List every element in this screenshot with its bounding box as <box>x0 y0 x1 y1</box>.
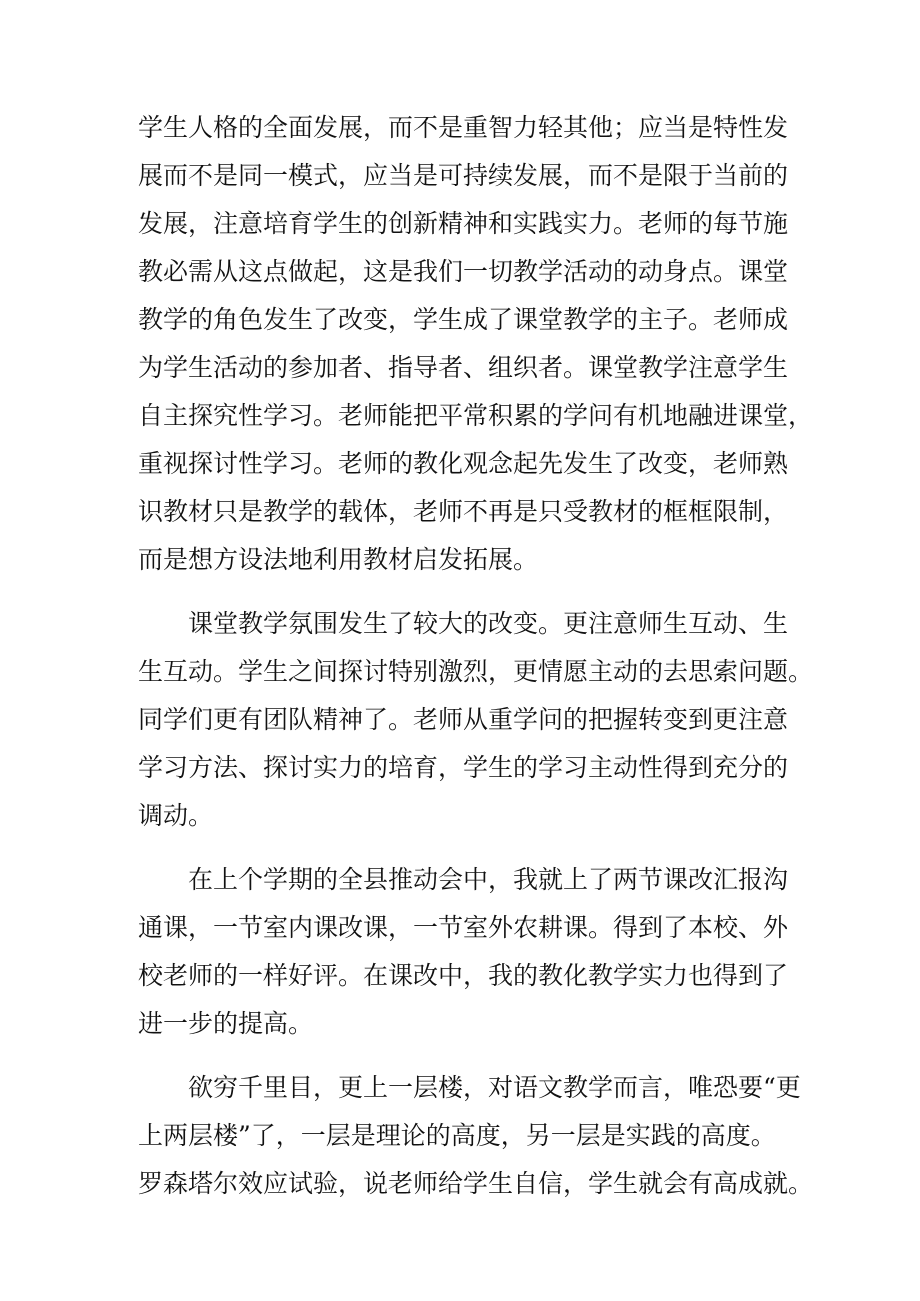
text-line: 为学生活动的参加者、指导者、组织者。课堂教学注意学生 <box>138 353 789 382</box>
text-line: 重视探讨性学习。老师的教化观念起先发生了改变，老师熟 <box>138 449 789 478</box>
text-line: 识教材只是教学的载体，老师不再是只受教材的框框限制， <box>138 497 789 526</box>
paragraph-1 <box>138 104 814 584</box>
paragraph-4 <box>138 1064 814 1208</box>
text-line: 同学们更有团队精神了。老师从重学问的把握转变到更注意 <box>138 705 789 734</box>
text-line: 展而不是同一模式，应当是可持续发展，而不是限于当前的 <box>138 161 789 190</box>
paragraph-spacer <box>138 1048 798 1064</box>
paragraph-spacer <box>138 584 798 600</box>
text-line: 进一步的提高。 <box>138 1009 314 1038</box>
text-line: 欲穷千里目，更上一层楼，对语文教学而言，唯恐要“更 <box>188 1073 801 1102</box>
text-line: 通课，一节室内课改课，一节室外农耕课。得到了本校、外 <box>138 913 789 942</box>
text-line: 罗森塔尔效应试验，说老师给学生自信，学生就会有高成就。 <box>138 1169 814 1198</box>
paragraph-spacer <box>138 840 798 856</box>
text-line: 课堂教学氛围发生了较大的改变。更注意师生互动、生 <box>188 609 789 638</box>
text-line: 学生人格的全面发展，而不是重智力轻其他；应当是特性发 <box>138 113 789 142</box>
text-line: 在上个学期的全县推动会中，我就上了两节课改汇报沟 <box>188 865 789 894</box>
text-line: 发展，注意培育学生的创新精神和实践实力。老师的每节施 <box>138 209 789 238</box>
paragraph-3 <box>138 856 798 1048</box>
text-line: 自主探究性学习。老师能把平常积累的学问有机地融进课堂， <box>138 401 814 430</box>
text-line: 校老师的一样好评。在课改中，我的教化教学实力也得到了 <box>138 961 789 990</box>
text-line: 上两层楼”了，一层是理论的高度，另一层是实践的高度。 <box>138 1121 776 1150</box>
text-line: 教必需从这点做起，这是我们一切教学活动的动身点。课堂 <box>138 257 789 286</box>
text-line: 而是想方设法地利用教材启发拓展。 <box>138 545 539 574</box>
text-line: 学习方法、探讨实力的培育，学生的学习主动性得到充分的 <box>138 753 789 782</box>
text-line: 调动。 <box>138 801 214 830</box>
text-line: 教学的角色发生了改变，学生成了课堂教学的主子。老师成 <box>138 305 789 334</box>
paragraph-2 <box>138 600 814 840</box>
text-line: 生互动。学生之间探讨特别激烈，更情愿主动的去思索问题。 <box>138 657 814 686</box>
body-text <box>138 104 814 1208</box>
